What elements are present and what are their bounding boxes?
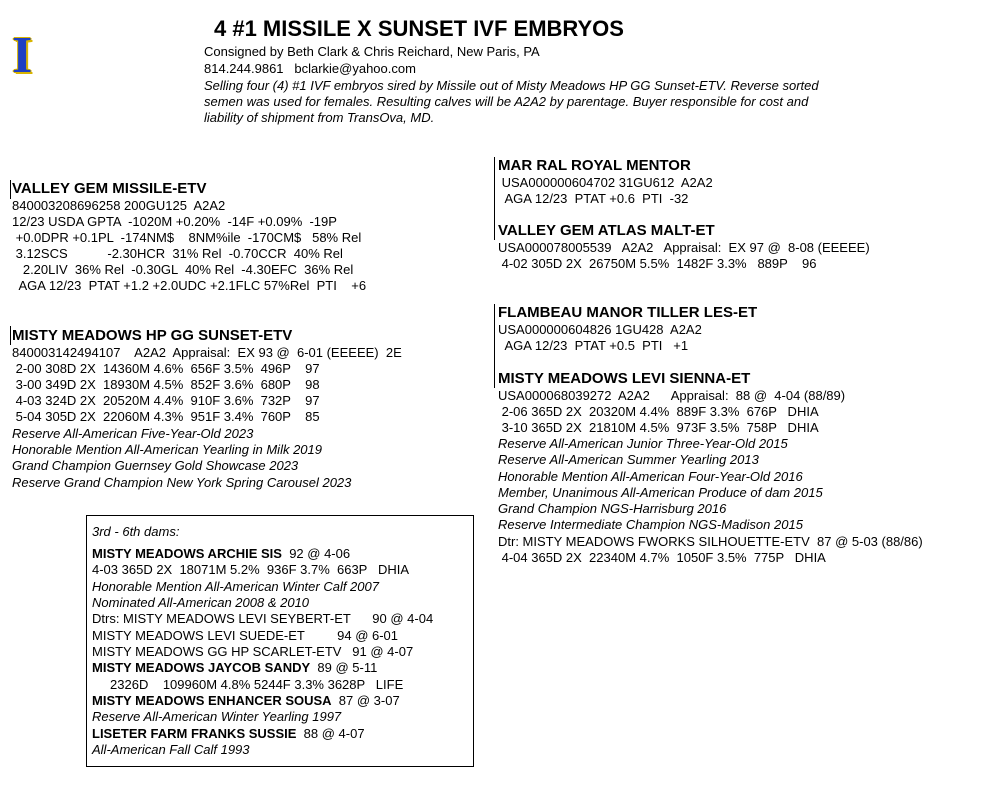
lot-letter: I <box>12 27 33 84</box>
dam-name: MISTY MEADOWS HP GG SUNSET-ETV <box>12 327 293 344</box>
sire-name: VALLEY GEM MISSILE-ETV <box>12 180 207 197</box>
third-dam-honor: Honorable Mention All-American Winter Calf 2007 <box>92 579 379 594</box>
sire-dam-id: USA000078005539 A2A2 Appraisal: EX 97 @ 8-08 (EEEEE) <box>498 240 870 255</box>
dam-record: 2-00 308D 2X 14360M 4.6% 656F 3.5% 496P 97 <box>12 361 320 376</box>
third-dam-daughter: MISTY MEADOWS LEVI SUEDE-ET 94 @ 6-01 <box>92 628 399 643</box>
lot-description: Selling four (4) #1 IVF embryos sired by Missile out of Misty Meadows HP GG Sunset-ETV. Reverse sorted semen was used for females. Resulting calves will be A2A2 by parentage. Buyer responsible for cost and liability of shipment from TransOva, MD. <box>204 78 819 125</box>
third-dam-daughter: Dtrs: MISTY MEADOWS LEVI SEYBERT-ET 90 @ 4-04 <box>92 611 434 626</box>
dam-sire-id: USA000000604826 1GU428 A2A2 <box>498 322 702 337</box>
dam-bracket <box>10 326 11 345</box>
sire-proof: 12/23 USDA GPTA -1020M +0.20% -14F +0.09% -19P <box>12 214 337 229</box>
sire-dam-record: 4-02 305D 2X 26750M 5.5% 1482F 3.3% 889P 96 <box>498 256 817 271</box>
lot-title: 4 #1 MISSILE X SUNSET IVF EMBRYOS <box>214 16 624 41</box>
sire-pedigree-bracket <box>494 157 495 240</box>
dam-sire-name: FLAMBEAU MANOR TILLER LES-ET <box>498 304 758 321</box>
sixth-dam-name: LISETER FARM FRANKS SUSSIE <box>92 726 297 741</box>
dam-dam-honor: Reserve All-American Summer Yearling 2013 <box>498 452 759 467</box>
sire-bracket <box>10 180 11 199</box>
fifth-dam-name: MISTY MEADOWS ENHANCER SOUSA <box>92 693 332 708</box>
dam-dam-daughter: Dtr: MISTY MEADOWS FWORKS SILHOUETTE-ETV 87 @ 5-03 (88/86) <box>498 534 923 549</box>
sire-sire-id: USA000000604702 31GU612 A2A2 <box>498 175 713 190</box>
sire-type: AGA 12/23 PTAT +1.2 +2.0UDC +2.1FLC 57%Rel PTI +6 <box>12 278 367 293</box>
dam-dam-record: 2-06 365D 2X 20320M 4.4% 889F 3.3% 676P DHIA <box>498 404 819 419</box>
fourth-dam-name: MISTY MEADOWS JAYCOB SANDY <box>92 660 311 675</box>
dam-pedigree-bracket <box>494 304 495 388</box>
dams-box-heading: 3rd - 6th dams: <box>92 524 180 539</box>
dam-id: 840003142494107 A2A2 Appraisal: EX 93 @ 6-01 (EEEEE) 2E <box>12 345 402 360</box>
consignor-line: Consigned by Beth Clark & Chris Reichard, New Paris, PA <box>204 44 540 59</box>
sixth-dam <box>92 726 365 742</box>
dam-dam-name: MISTY MEADOWS LEVI SIENNA-ET <box>498 370 751 387</box>
third-dam-name: MISTY MEADOWS ARCHIE SIS <box>92 546 282 561</box>
dam-dam-honor: Reserve Intermediate Champion NGS-Madison 2015 <box>498 517 803 532</box>
dam-honor: Reserve Grand Champion New York Spring Carousel 2023 <box>12 475 352 490</box>
dam-dam-honor: Grand Champion NGS-Harrisburg 2016 <box>498 501 727 516</box>
dam-dam-honor: Honorable Mention All-American Four-Year-Old 2016 <box>498 469 803 484</box>
dam-record: 3-00 349D 2X 18930M 4.5% 852F 3.6% 680P 98 <box>12 377 320 392</box>
fifth-dam-score: 87 @ 3-07 <box>331 693 400 708</box>
dam-honor: Grand Champion Guernsey Gold Showcase 2023 <box>12 458 299 473</box>
third-dam-score: 92 @ 4-06 <box>281 546 351 561</box>
third-dam-daughter: MISTY MEADOWS GG HP SCARLET-ETV 91 @ 4-07 <box>92 644 414 659</box>
dam-dam-honor: Member, Unanimous All-American Produce of dam 2015 <box>498 485 823 500</box>
sire-dam-name: VALLEY GEM ATLAS MALT-ET <box>498 222 715 239</box>
sire-proof: 2.20LIV 36% Rel -0.30GL 40% Rel -4.30EFC 36% Rel <box>12 262 354 277</box>
dam-record: 5-04 305D 2X 22060M 4.3% 951F 3.4% 760P 85 <box>12 409 320 424</box>
fourth-dam <box>92 660 377 676</box>
dam-honor: Reserve All-American Five-Year-Old 2023 <box>12 426 254 441</box>
sire-proof: +0.0DPR +0.1PL -174NM$ 8NM%ile -170CM$ 58% Rel <box>12 230 362 245</box>
dam-dam-honor: Reserve All-American Junior Three-Year-Old 2015 <box>498 436 788 451</box>
sire-proof: 3.12SCS -2.30HCR 31% Rel -0.70CCR 40% Rel <box>12 246 343 261</box>
dam-sire-type: AGA 12/23 PTAT +0.5 PTI +1 <box>498 338 689 353</box>
dam-dam-daughter-record: 4-04 365D 2X 22340M 4.7% 1050F 3.5% 775P DHIA <box>498 550 826 565</box>
sixth-dam-honor: All-American Fall Calf 1993 <box>92 742 250 757</box>
dam-dam-record: 3-10 365D 2X 21810M 4.5% 973F 3.5% 758P DHIA <box>498 420 819 435</box>
fifth-dam-honor: Reserve All-American Winter Yearling 1997 <box>92 709 342 724</box>
third-dam-honor: Nominated All-American 2008 & 2010 <box>92 595 310 610</box>
third-dam <box>92 546 350 562</box>
sire-sire-name: MAR RAL ROYAL MENTOR <box>498 157 691 174</box>
third-dam-record: 4-03 365D 2X 18071M 5.2% 936F 3.7% 663P DHIA <box>92 562 410 577</box>
sire-id: 840003208696258 200GU125 A2A2 <box>12 198 226 213</box>
dam-record: 4-03 324D 2X 20520M 4.4% 910F 3.6% 732P 97 <box>12 393 320 408</box>
dam-dam-id: USA000068039272 A2A2 Appraisal: 88 @ 4-04 (88/89) <box>498 388 846 403</box>
fifth-dam <box>92 693 400 709</box>
sire-sire-type: AGA 12/23 PTAT +0.6 PTI -32 <box>498 191 689 206</box>
dam-honor: Honorable Mention All-American Yearling in Milk 2019 <box>12 442 322 457</box>
fourth-dam-score: 89 @ 5-11 <box>310 660 378 675</box>
contact-line: 814.244.9861 bclarkie@yahoo.com <box>204 61 416 76</box>
fourth-dam-record: 2326D 109960M 4.8% 5244F 3.3% 3628P LIFE <box>92 677 404 692</box>
sixth-dam-score: 88 @ 4-07 <box>296 726 365 741</box>
